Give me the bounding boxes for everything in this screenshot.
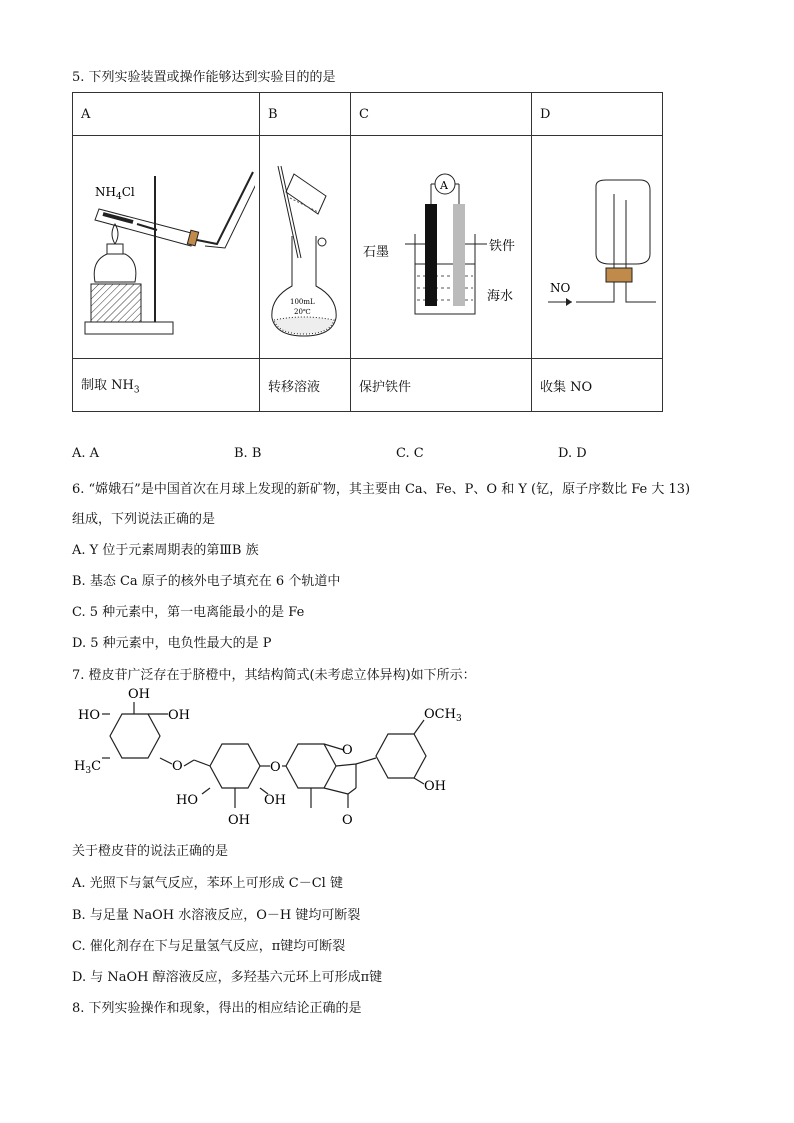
hesperidin-structure	[72, 684, 492, 834]
flask-volume-label: 100mL	[290, 298, 315, 306]
q5-header-d: D	[532, 93, 663, 136]
svg-text:OH: OH	[128, 687, 150, 702]
seawater-label: 海水	[487, 289, 514, 304]
q5-figure-d	[532, 136, 663, 359]
q6-option-a[interactable]: A. Y 位于元素周期表的第ⅢB 族	[72, 543, 259, 558]
q7-option-d[interactable]: D. 与 NaOH 醇溶液反应，多羟基六元环上可形成π键	[72, 970, 383, 985]
q5-caption-d: 收集 NO	[532, 359, 663, 412]
q5-option-a[interactable]: A. A	[72, 446, 100, 461]
gas-collection-figure	[536, 136, 658, 354]
q5-header-c: C	[351, 93, 532, 136]
q5-caption-b: 转移溶液	[260, 359, 351, 412]
flask-temp-label: 20℃	[294, 308, 311, 316]
ammeter-label: A	[440, 179, 448, 192]
q5-header-b: B	[260, 93, 351, 136]
q5-figure-c	[351, 136, 532, 359]
q6-option-b[interactable]: B. 基态 Ca 原子的核外电子填充在 6 个轨道中	[72, 574, 341, 589]
q5-figure-b	[260, 136, 351, 359]
q6-option-d[interactable]: D. 5 种元素中，电负性最大的是 P	[72, 636, 272, 651]
q6-option-c[interactable]: C. 5 种元素中，第一电离能最小的是 Fe	[72, 605, 305, 620]
svg-text:O: O	[342, 743, 353, 758]
q5-header-a: A	[73, 93, 260, 136]
svg-text:OH: OH	[228, 813, 250, 828]
svg-text:OH: OH	[424, 779, 446, 794]
q5-option-b[interactable]: B. B	[234, 446, 262, 461]
svg-text:O: O	[342, 813, 353, 828]
iron-label: 铁件	[489, 239, 516, 254]
q5-caption-a: 制取 $NH_3$	[73, 359, 260, 412]
reagent-label: $NH_4Cl$	[95, 185, 135, 202]
svg-text:HO: HO	[78, 708, 100, 723]
svg-text:H3C: $H_3C$	[74, 759, 102, 776]
q7-lead: 关于橙皮苷的说法正确的是	[72, 844, 229, 859]
graphite-label: 石墨	[363, 245, 390, 260]
q5-caption-c: 保护铁件	[351, 359, 532, 412]
svg-text:HO: HO	[176, 793, 198, 808]
q6-stem-line1: 6. “嫦娥石”是中国首次在月球上发现的新矿物，其主要由 Ca、Fe、P、O 和 Y (钇，原子序数比 Fe 大 13)	[72, 482, 691, 497]
electrochem-cell-figure	[355, 136, 527, 354]
q5-figure-a	[73, 136, 260, 359]
q5-option-d[interactable]: D. D	[558, 446, 587, 461]
q7-option-a[interactable]: A. 光照下与氯气反应，苯环上可形成 C－Cl 键	[72, 876, 343, 891]
svg-text:O: O	[270, 760, 281, 775]
q7-option-b[interactable]: B. 与足量 NaOH 水溶液反应，O－H 键均可断裂	[72, 908, 361, 923]
volumetric-flask-figure	[264, 136, 346, 354]
no-gas-label: NO	[550, 281, 571, 295]
q5-apparatus-table	[72, 92, 663, 412]
q5-option-c[interactable]: C. C	[396, 446, 424, 461]
q7-stem: 7. 橙皮苷广泛存在于脐橙中，其结构简式(未考虑立体异构)如下所示：	[72, 668, 476, 683]
q6-stem-line2: 组成，下列说法正确的是	[72, 512, 216, 527]
q7-option-c[interactable]: C. 催化剂存在下与足量氢气反应，π键均可断裂	[72, 939, 346, 954]
ammonia-apparatus-figure	[77, 136, 255, 354]
q8-stem: 8. 下列实验操作和现象，得出的相应结论正确的是	[72, 1001, 362, 1016]
q5-stem: 5. 下列实验装置或操作能够达到实验目的的是	[72, 70, 336, 85]
svg-text:OH: OH	[264, 793, 286, 808]
svg-text:OH: OH	[168, 708, 190, 723]
svg-text:O: O	[172, 759, 183, 774]
svg-text:OCH3: $OCH_3$	[424, 707, 462, 724]
